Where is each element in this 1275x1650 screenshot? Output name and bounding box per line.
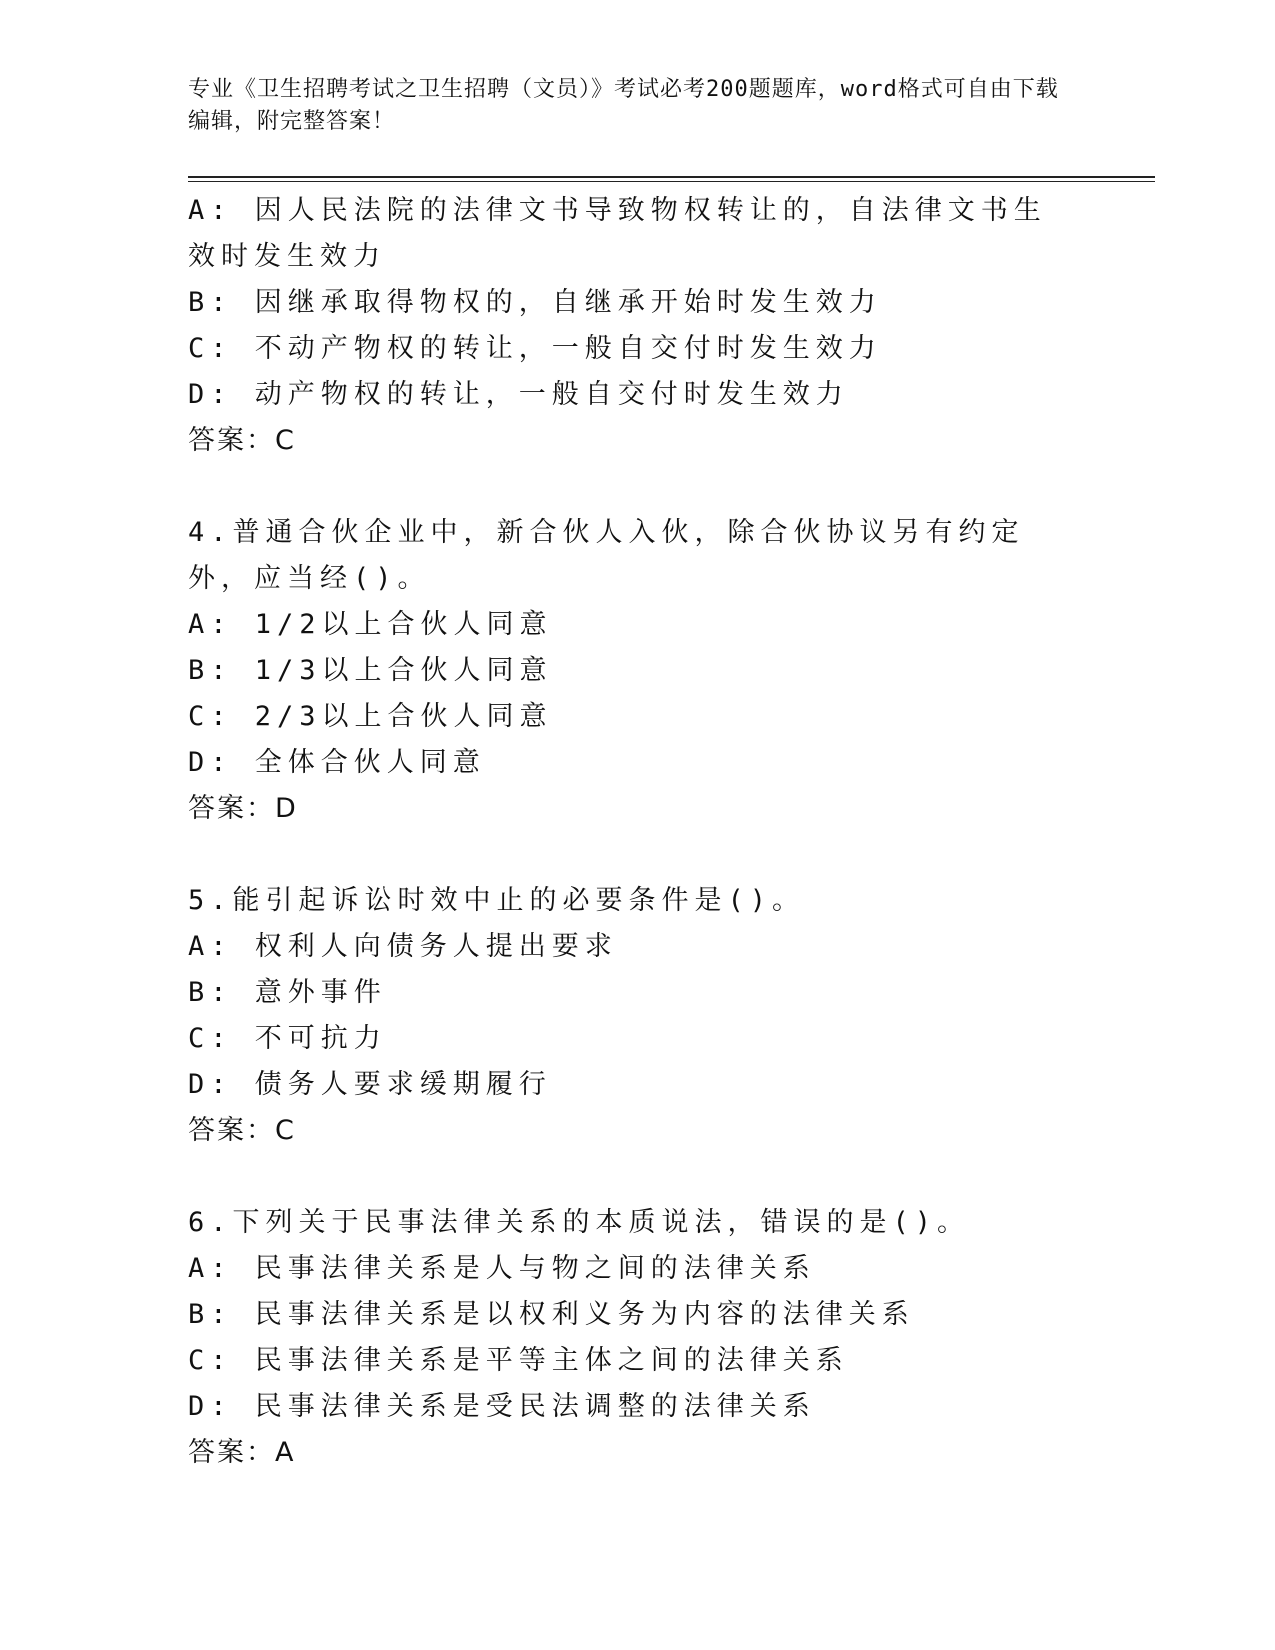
- question-list: [188, 188, 1088, 1476]
- spacer: [188, 464, 1088, 510]
- question-3: [188, 188, 1088, 464]
- answer: 答案：C: [188, 1115, 296, 1146]
- option-d: D: 全体合伙人同意: [188, 747, 486, 778]
- question-4: [188, 510, 1088, 832]
- question-6: [188, 1200, 1088, 1476]
- answer: 答案：C: [188, 425, 296, 456]
- question-stem: 5.能引起诉讼时效中止的必要条件是()。: [188, 885, 806, 916]
- option-d: D: 债务人要求缓期履行: [188, 1069, 552, 1100]
- option-c: C: 民事法律关系是平等主体之间的法律关系: [188, 1345, 849, 1376]
- option-c: C: 不可抗力: [188, 1023, 387, 1054]
- option-b: B: 因继承取得物权的，自继承开始时发生效力: [188, 287, 882, 318]
- document-header: 专业《卫生招聘考试之卫生招聘（文员）》考试必考200题题库，word格式可自由下载编辑，附完整答案！: [188, 77, 1059, 134]
- option-a: A: 权利人向债务人提出要求: [188, 931, 618, 962]
- question-stem: 4.普通合伙企业中，新合伙人入伙，除合伙协议另有约定外，应当经()。: [188, 517, 1025, 594]
- option-c: C: 不动产物权的转让，一般自交付时发生效力: [188, 333, 882, 364]
- option-a: A: 1/2以上合伙人同意: [188, 609, 553, 640]
- option-b: B: 1/3以上合伙人同意: [188, 655, 553, 686]
- option-d: D: 民事法律关系是受民法调整的法律关系: [188, 1391, 816, 1422]
- option-b: B: 意外事件: [188, 977, 387, 1008]
- spacer: [188, 832, 1088, 878]
- question-stem: 6.下列关于民事法律关系的本质说法，错误的是()。: [188, 1207, 971, 1238]
- option-a: A: 民事法律关系是人与物之间的法律关系: [188, 1253, 816, 1284]
- option-d: D: 动产物权的转让，一般自交付时发生效力: [188, 379, 849, 410]
- answer: 答案：D: [188, 793, 298, 824]
- spacer: [188, 1154, 1088, 1200]
- answer: 答案：A: [188, 1437, 296, 1468]
- option-b: B: 民事法律关系是以权利义务为内容的法律关系: [188, 1299, 915, 1330]
- header-rule-bottom: [188, 181, 1155, 182]
- question-5: [188, 878, 1088, 1154]
- header-rule-top: [188, 176, 1155, 178]
- option-a: A: 因人民法院的法律文书导致物权转让的，自法律文书生效时发生效力: [188, 195, 1047, 272]
- option-c: C: 2/3以上合伙人同意: [188, 701, 553, 732]
